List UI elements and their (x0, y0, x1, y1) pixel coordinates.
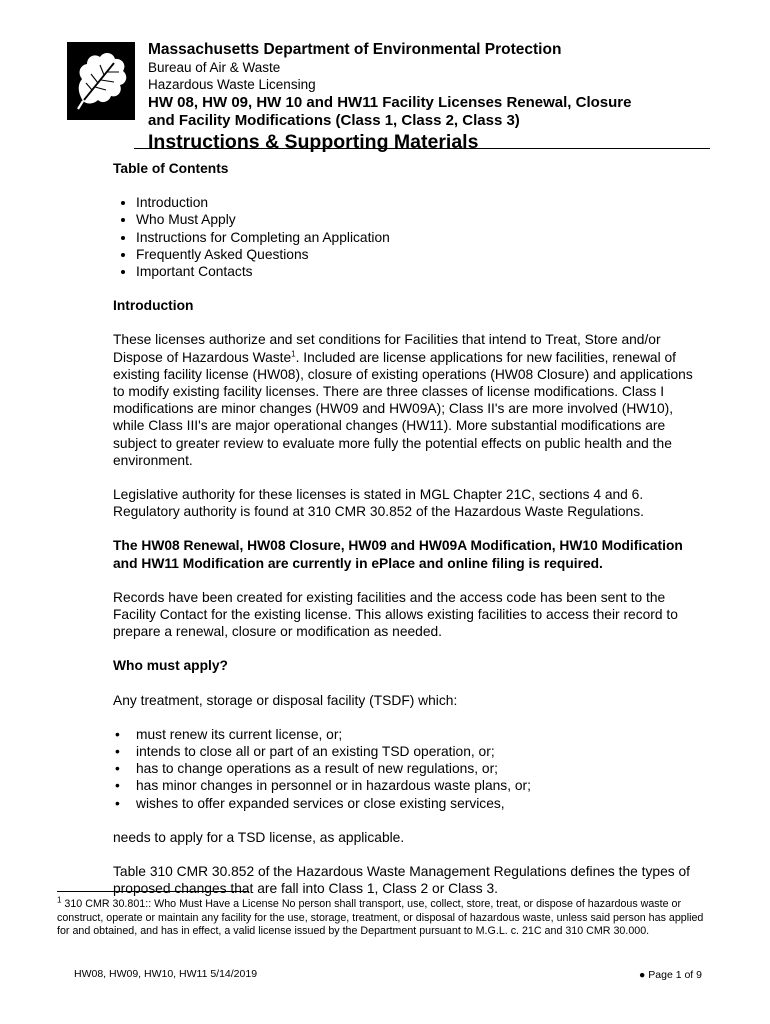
footnote (57, 895, 705, 939)
criteria-item: • wishes to offer expanded services or close existing services, (113, 795, 703, 812)
table-note-paragraph: Table 310 CMR 30.852 of the Hazardous Waste Management Regulations defines the types of proposed changes that are fall into Class 1, Class 2 or Class 3. (113, 864, 690, 897)
footnote-reference: 1 (291, 349, 296, 359)
document-subtitle: Instructions & Supporting Materials (148, 131, 479, 153)
toc-list (113, 194, 703, 280)
applicant-criteria-list (113, 726, 703, 812)
criteria-item: • must renew its current license, or; (113, 726, 703, 743)
eplace-notice: The HW08 Renewal, HW08 Closure, HW09 and HW09A Modification, HW10 Modification and HW11 Modification are currently in ePlace and online filing is required. (113, 538, 683, 571)
who-must-apply-lead: Any treatment, storage or disposal facility (TSDF) which: (113, 692, 458, 708)
document-header (148, 41, 708, 153)
title-line-1: HW 08, HW 09, HW 10 and HW11 Facility Licenses Renewal, Closure (148, 94, 632, 111)
toc-item: • Important Contacts (136, 263, 703, 280)
criteria-item: • has to change operations as a result of new regulations, or; (113, 760, 703, 777)
bureau-name: Bureau of Air & Waste (148, 60, 281, 75)
criteria-item: • has minor changes in personnel or in hazardous waste plans, or; (113, 777, 703, 794)
toc-item: • Introduction (136, 194, 703, 211)
massdep-oak-leaf-logo (67, 42, 135, 120)
footnote-number: 1 (57, 895, 62, 905)
toc-item: • Who Must Apply (136, 211, 703, 228)
introduction-heading: Introduction (113, 298, 194, 314)
criteria-item: • intends to close all or part of an existing TSD operation, or; (113, 743, 703, 760)
intro-text-end: . Included are license applications for new facilities, renewal of existing facility license (HW08), closure of existing operations (HW08 Closure) and applications to modify existing facility licenses. There are three classes of license modifications. Class I modifications are minor changes (HW09 and HW09A); Class II's are more involved (HW10), while Class III's are major operational changes (HW11). More substantial modifications are subject to greater review to evaluate more fully the potential effects on public health and the environment. (113, 349, 693, 468)
header-rule (134, 148, 710, 149)
footer-page-number: ● Page 1 of 9 (639, 969, 702, 981)
footnote-rule (57, 891, 249, 892)
introduction-paragraph (113, 331, 703, 469)
who-must-apply-heading: Who must apply? (113, 658, 228, 674)
intro-text-start: These licenses authorize and set conditions for Facilities that intend to Treat, Store and/or Dispose of Hazardous Waste (113, 332, 661, 365)
authority-paragraph: Legislative authority for these licenses is stated in MGL Chapter 21C, sections 4 and 6. Regulatory authority is found at 310 CMR 30.852 of the Hazardous Waste Regulations. (113, 487, 644, 520)
program-name: Hazardous Waste Licensing (148, 77, 316, 92)
oak-leaf-icon (68, 43, 134, 119)
toc-item: • Frequently Asked Questions (136, 246, 703, 263)
toc-heading: Table of Contents (113, 161, 229, 176)
who-must-apply-closing: needs to apply for a TSD license, as applicable. (113, 829, 405, 845)
toc-item: • Instructions for Completing an Application (136, 229, 703, 246)
records-paragraph: Records have been created for existing facilities and the access code has been sent to the Facility Contact for the existing license. This allows existing facilities to access their record to prepare a renewal, closure or modification as needed. (113, 589, 678, 640)
footer-form-ids: HW08, HW09, HW10, HW11 5/14/2019 (74, 968, 258, 980)
footnote-text: 310 CMR 30.801:: Who Must Have a License No person shall transport, use, collect, store, treat, or dispose of hazardous waste or construct, operate or maintain any facility for the use, storage, treatment, or disposal of hazardous waste, unless said person has applied for and obtained, and has in effect, a valid license issued by the Department pursuant to M.G.L. c. 21C and 310 CMR 30.000. (57, 898, 704, 937)
title-line-2: and Facility Modifications (Class 1, Class 2, Class 3) (148, 112, 520, 129)
agency-name: Massachusetts Department of Environmental Protection (148, 41, 562, 58)
document-body (113, 160, 703, 898)
document-title (148, 94, 708, 130)
